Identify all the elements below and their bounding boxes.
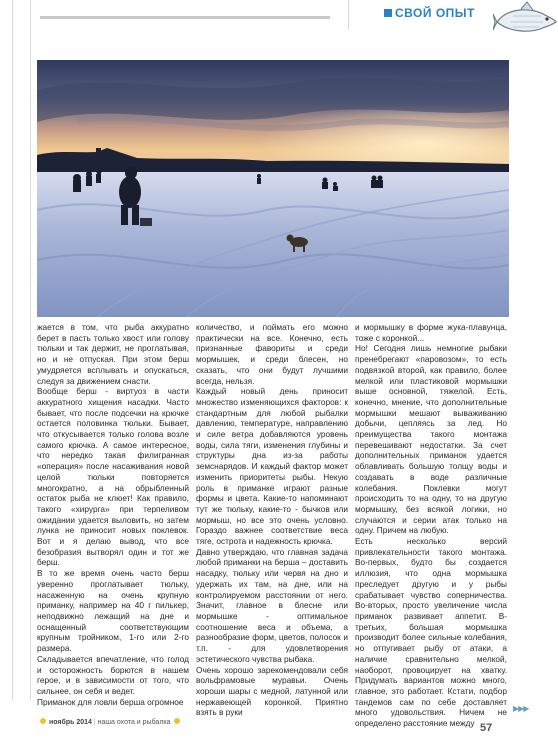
article-paragraph: количество, и поймать его можно практически на все. Конечно, есть признанные фавориты и среди мормышек, и среди блесен, но сказать, что они будут лучшими всегда, нельзя. — [196, 322, 348, 386]
article-paragraph: Каждый новый день приносит множество изменяющихся факторов: к стандартным для любой рыбалки давлению, температуре, направлению и силе ветра добавляются уровень воды, сила тяги, изменения глубины и структуры дна из-за работы земснарядов. И каждый фактор может изменить приоритеты рыбы. Некую роль в приманке играют разные формы и цвета. Какие-то напоминают тут же тюльку, какие-то - бычков или мормыш, но все это очень условно. Гораздо важнее соответствие веса тяге, острота и надежность крючка. — [196, 386, 348, 547]
continue-arrows-icon: ▶▶▶ — [513, 704, 529, 713]
issue-month: ноябрь 2014 — [49, 719, 92, 726]
footer-dot-icon — [174, 718, 180, 724]
article-paragraph: Давно утверждаю, что главная задача любой приманки на берша – доставить насадку, тюльку или червя на дно и удержать их там, на дне, или на контролируемом расстоянии от него. Значит, главное в блесне или мормышке - оптимальное соотношение веса и объема, а разнообразие форм, цветов, полосок и т.п. - для удовлетворения эстетического чувства рыбака. — [196, 546, 348, 664]
article-column-2 — [196, 322, 348, 718]
page-footer — [37, 718, 507, 730]
article-paragraph: Очень хорошо зарекомендовали себя вольфрамовые муравьи. Очень хороши шары с медной, латунной или нержавеющей коронкой. Приятно взять в руки — [196, 664, 348, 718]
page-edge-line — [30, 0, 31, 700]
article-paragraph: Складывается впечатление, что голод и осторожность борются в нашем герое, и в зависимости от того, что сильнее, он себя и ведет. — [37, 653, 189, 696]
section-square-icon — [384, 9, 392, 17]
page-edge-line — [12, 0, 13, 700]
section-title — [384, 6, 475, 20]
ice-fishing-photo — [37, 60, 509, 317]
footer-dot-icon — [40, 718, 46, 724]
magazine-name: наша охота и рыбалка — [97, 719, 171, 726]
fish-icon — [493, 0, 558, 40]
article-paragraph: Есть несколько версий привлекательности такого монтажа. Во-первых, будто бы создается иллюзия, что одна мормышка преследует другую и у рыбы срабатывает чувство соперничества. Во-вторых, просто увеличение числа приманок развивает аппетит. В-третьих, большая мормышка производит более сильные колебания, но отпугивает рыбу от атаки, а наличие сравнительно мелкой, наоборот, провоцирует на хватку. Придумать вариантов можно много, главное, это работает. Кстати, подбор тандемов сам по себе доставляет много удовольствия. Ничем не определено расстояние между — [355, 536, 507, 729]
header-rule — [40, 16, 330, 19]
article-paragraph: жается в том, что рыба аккуратно берет в пасть только хвост или голову тюльки и так держит, не проглатывая, но и не отпуская. При этом берш умудряется всплывать и опускаться, следуя за движением снасти. — [37, 322, 189, 386]
article-paragraph: Вообще берш - виртуоз в части аккуратного хищения насадки. Часто бывает, что после подсечки на крючке остается половинка тюльки. Бывает, что откусывается только голова возле самого крючка. А самое интересное, что нередко такая филигранная «операция» после насаживания новой целой тюльки повторяется многократно, а на обрыбленный остаток рыба не клюет! Как правило, такого «хирурга» при терпеливом ожидании удается выловить, но затем лунка не приносит новых поклевок. Вот и я делаю вывод, что все безобразия вытворял один и тот же берш. — [37, 386, 189, 568]
page-number: 57 — [480, 722, 493, 734]
article-paragraph: В то же время очень часто берш уверенно проглатывает тюльку, насаженную на очень крупную приманку, например на 40 г пилькер, неподвижно лежащий на дне и оснащенный соответствующим крупным тройником, 1-го или 2-го размера. — [37, 568, 189, 654]
article-paragraph: Приманок для ловли берша огромное — [37, 696, 184, 707]
section-label: СВОЙ ОПЫТ — [395, 6, 475, 20]
article-paragraph: Но! Сегодня лишь немногие рыбаки пренебрегают «паровозом», то есть подвязкой второй, как правило, более мелкой или пластиковой мормышки выше основной, тяжелой. Есть, конечно, мнение, что дополнительные мормышки мешают вываживанию добычи, цепляясь за лед. Но преимущества такого монтажа перевешивают недостатки. За счет дополнительных приманок удается облавливать большую толщу воды и создавать в воде различные колебания. Поклевки могут происходить то на одну, то на другую мормышку, без всякой логики, но случаются и серии атак только на одну. Причем на любую. — [355, 343, 507, 536]
article-paragraph: и мормышку в форме жука-плавунца, тоже с коронкой... — [355, 322, 507, 343]
article-column-3 — [355, 322, 507, 729]
footer-separator: | — [93, 719, 96, 726]
header-divider — [348, 0, 349, 30]
article-column-1 — [37, 322, 189, 707]
